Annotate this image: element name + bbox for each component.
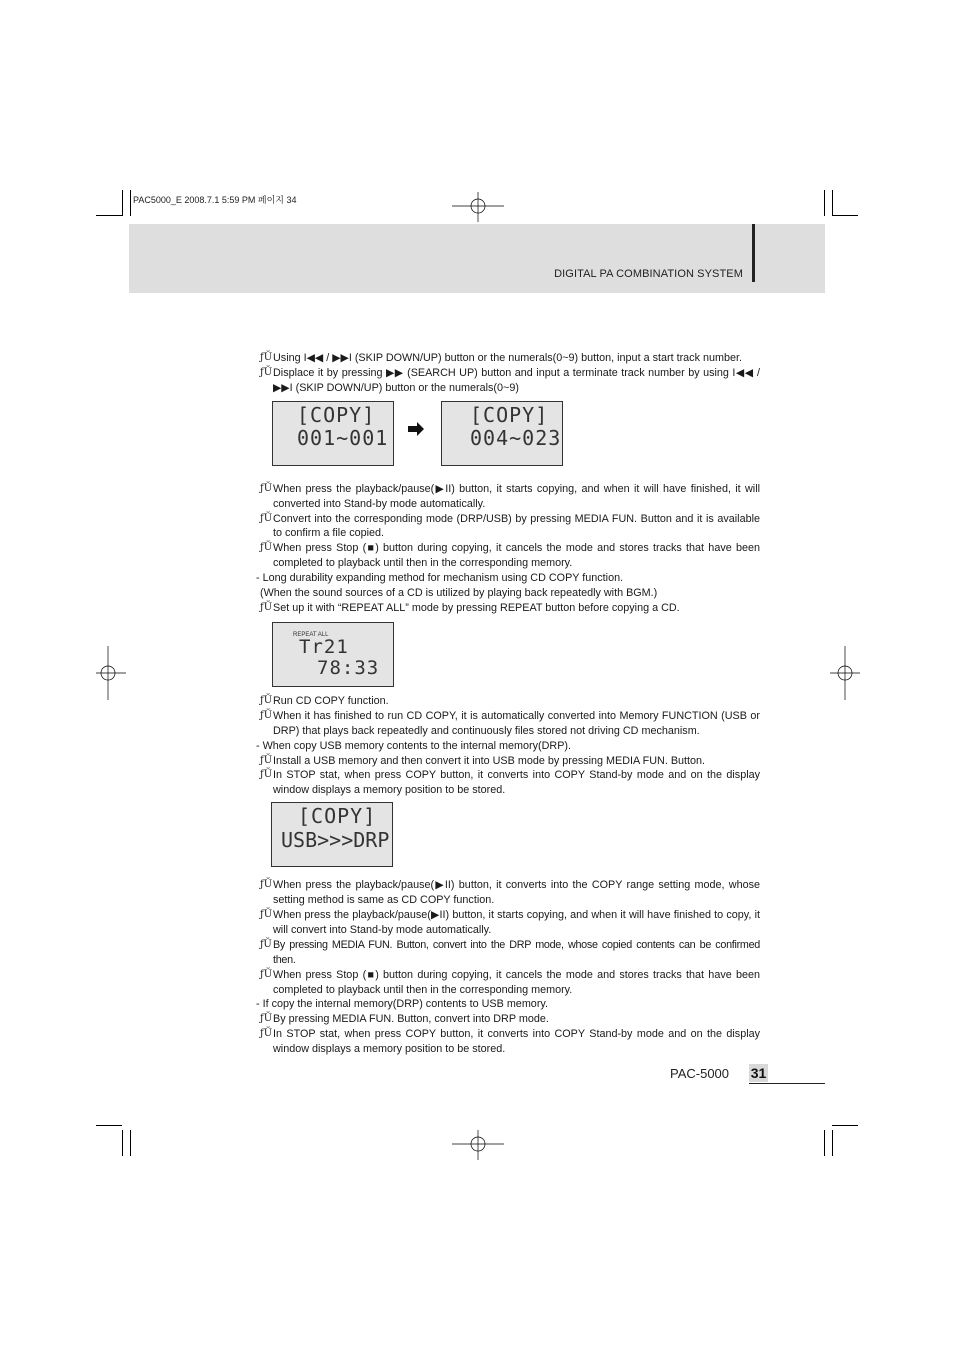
lcd-figure-row xyxy=(256,616,760,694)
lcd-figure-row xyxy=(256,396,760,482)
list-item: ƒŬ Convert into the corresponding mode (DRP/USB) by pressing MEDIA FUN. Button and it is available to confirm a file copied. xyxy=(260,512,760,540)
list-item: ƒŬ When press the playback/pause(▶II) button, it converts into the COPY range setting mode, whose setting method is same as CD COPY function. xyxy=(260,879,760,907)
lcd-display-copy-start: [COPY] 001~001 xyxy=(272,401,394,466)
list-item: ƒŬ When press the playback/pause(▶II) button, it starts copying, and when it will have finished to copy, it will convert into Stand-by mode automatically. xyxy=(260,909,760,936)
lcd-display-repeat-all: REPEAT ALL Tr21 78:33 xyxy=(272,622,394,687)
section-heading: - If copy the internal memory(DRP) contents to USB memory. xyxy=(256,998,549,1011)
lcd-display-usb-to-drp: [COPY] USB>>>DRP xyxy=(271,802,393,867)
list-item: ƒŬ By pressing MEDIA FUN. Button, convert into DRP mode. xyxy=(260,1013,549,1026)
header-title: DIGITAL PA COMBINATION SYSTEM xyxy=(554,268,743,280)
list-item: ƒŬ Displace it by pressing ▶▶ (SEARCH UP) button and input a terminate track number by using I◀◀ / ▶▶I (SKIP DOWN/UP) button or the numerals(0~9) xyxy=(260,366,760,394)
list-item: ƒŬ When press Stop (■) button during copying, it cancels the mode and stores tracks that have been completed to playback until then in the corresponding memory. xyxy=(260,968,760,996)
footer-model: PAC-5000 xyxy=(670,1066,730,1081)
list-item: ƒŬ Run CD COPY function. xyxy=(260,694,389,707)
footer-rule xyxy=(749,1083,825,1084)
note-text: (When the sound sources of a CD is utilized by playing back repeatedly with BGM.) xyxy=(260,587,658,600)
section-heading: - Long durability expanding method for mechanism using CD COPY function. xyxy=(256,572,624,585)
print-slug: PAC5000_E 2008.7.1 5:59 PM 페이지 34 xyxy=(133,195,297,205)
registration-mark-icon xyxy=(830,646,860,700)
registration-mark-icon xyxy=(96,646,126,700)
list-item: ƒŬ Using I◀◀ / ▶▶I (SKIP DOWN/UP) button or the numerals(0~9) button, input a start track number. xyxy=(260,352,742,364)
list-item: ƒŬ When press the playback/pause(▶II) button, it starts copying, and when it will have finished, it will converted into Stand-by mode automatically. xyxy=(260,482,760,510)
header-accent-bar xyxy=(752,224,755,282)
header-band xyxy=(129,224,825,293)
list-item: ƒŬ Set up it with “REPEAT ALL” mode by pressing REPEAT button before copying a CD. xyxy=(260,601,680,614)
list-item: ƒŬ In STOP stat, when press COPY button, it converts into COPY Stand-by mode and on the display window displays a memory position to be stored. xyxy=(260,1028,760,1056)
instruction-content xyxy=(256,351,760,1057)
list-item: ƒŬ When it has finished to run CD COPY, it is automatically converted into Memory FUNCTION (USB or DRP) that plays back repeatedly and continuously files stored not driving CD mechanism. xyxy=(260,709,760,737)
section-heading: - When copy USB memory contents to the internal memory(DRP). xyxy=(256,739,572,752)
lcd-display-copy-range: [COPY] 004~023 xyxy=(441,401,563,466)
list-item: ƒŬ By pressing MEDIA FUN. Button, convert into the DRP mode, whose copied contents can be confirmed then. xyxy=(260,938,760,966)
registration-mark-icon xyxy=(452,192,504,222)
list-item: ƒŬ When press Stop (■) button during copying, it cancels the mode and stores tracks that have been completed to playback until then in the corresponding memory. xyxy=(260,542,760,570)
page-number: 31 xyxy=(750,1065,767,1081)
list-item: ƒŬ Install a USB memory and then convert it into USB mode by pressing MEDIA FUN. Button. xyxy=(260,754,706,767)
registration-mark-icon xyxy=(452,1130,504,1160)
right-arrow-icon xyxy=(408,422,428,436)
list-item: ƒŬ In STOP stat, when press COPY button, it converts into COPY Stand-by mode and on the display window displays a memory position to be stored. xyxy=(260,769,760,797)
lcd-figure-row xyxy=(256,798,760,878)
